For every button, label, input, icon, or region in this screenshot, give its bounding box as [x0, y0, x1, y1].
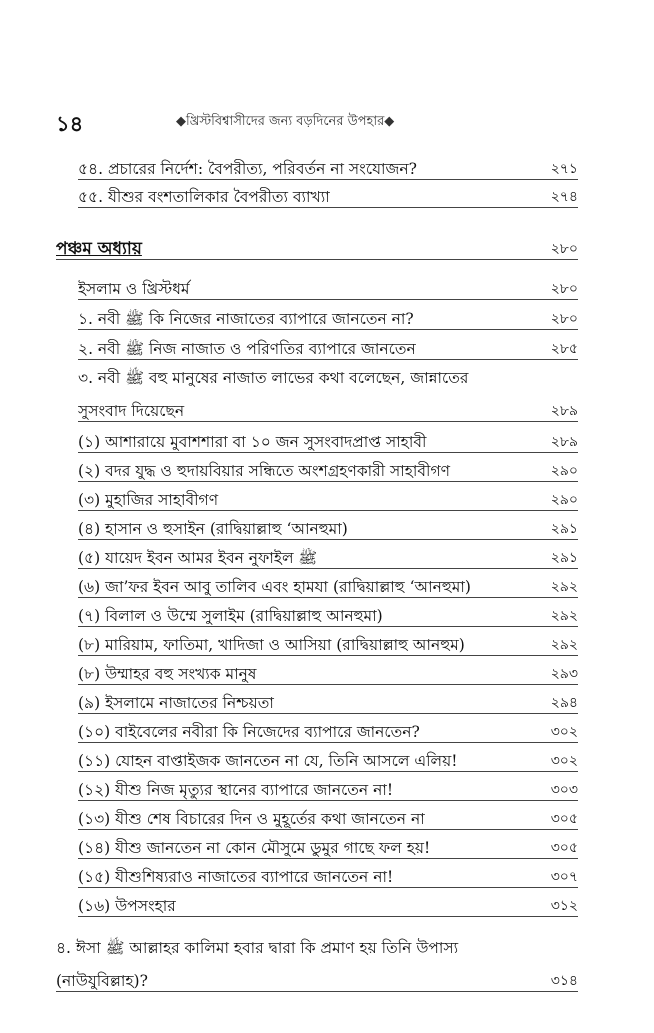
toc-entry[interactable] — [78, 152, 578, 180]
toc-entry[interactable] — [78, 392, 578, 422]
toc-entry-page: ৩১৪ — [550, 973, 578, 989]
toc-entry-page: ২৯৩ — [550, 666, 578, 682]
toc-entry-title: (১৫) যীশুশিষ্যরাও নাজাতের ব্যাপারে জানতেন না! — [78, 868, 394, 886]
toc-entry-page: ২৮৫ — [550, 341, 578, 357]
toc-entry[interactable] — [78, 424, 578, 453]
toc-entry[interactable] — [78, 453, 578, 482]
chapter-title: পঞ্চম অধ্যায় — [56, 239, 142, 259]
toc-entry-page: ২৯৪ — [550, 695, 578, 711]
toc-entry-page: ৩০৭ — [550, 869, 578, 885]
running-title: ◆খ্রিস্টবিশ্বাসীদের জন্য বড়দিনের উপহার◆ — [176, 114, 395, 129]
toc-entry-page: ২৭১ — [550, 161, 578, 177]
toc-entry-title-line1[interactable]: ৪. ঈসা ﷺ আল্লাহর কালিমা হবার দ্বারা কি প্রমাণ হয় তিনি উপাস্য — [56, 939, 459, 957]
toc-entry[interactable] — [78, 772, 578, 801]
toc-entry[interactable] — [78, 569, 578, 598]
toc-entry[interactable] — [78, 743, 578, 772]
toc-entry-title: (১) আশারায়ে মুবাশশারা বা ১০ জন সুসংবাদপ্রাপ্ত সাহাবী — [78, 433, 427, 451]
toc-entry[interactable] — [78, 801, 578, 830]
toc-entry-page: ৩০২ — [550, 724, 578, 740]
toc-entry[interactable] — [78, 272, 578, 300]
page-header — [56, 108, 606, 136]
toc-entry-page: ৩০৩ — [550, 782, 578, 798]
toc-entry-page: ৩০২ — [550, 753, 578, 769]
toc-entry-title: ইসলাম ও খ্রিস্টধর্ম — [78, 280, 190, 298]
toc-entry[interactable] — [56, 962, 578, 992]
toc-entry-title: (৫) যায়েদ ইবন আমর ইবন নুফাইল ﷺ — [78, 549, 318, 567]
toc-entry-title: (৮) উম্মাহর বহু সংখ্যক মানুষ — [78, 665, 257, 683]
toc-entry-page: ২৯২ — [550, 637, 578, 653]
toc-entry[interactable] — [78, 859, 578, 888]
toc-entry[interactable] — [78, 830, 578, 859]
toc-entry-title: (৮) মারিয়াম, ফাতিমা, খাদিজা ও আসিয়া (রাদ্বিয়াল্লাহু আনহুম) — [78, 636, 465, 654]
toc-entry-page: ২৯২ — [550, 608, 578, 624]
toc-entry-page: ৩০৫ — [550, 840, 578, 856]
toc-entry-page: ২৮০ — [550, 311, 578, 327]
toc-entry-title: (২) বদর যুদ্ধ ও হুদায়বিয়ার সন্ধিতে অংশগ্রহণকারী সাহাবীগণ — [78, 462, 451, 480]
toc-entry[interactable] — [78, 656, 578, 685]
toc-entry-title: (১৪) যীশু জানতেন না কোন মৌসুমে ডুমুর গাছে ফল হয়! — [78, 839, 431, 857]
toc-entry-title: (৬) জা’ফর ইবন আবু তালিব এবং হামযা (রাদ্বিয়াল্লাহু ‘আনহুমা) — [78, 578, 471, 596]
toc-entry-title-line2: (নাউযুবিল্লাহ)? — [56, 972, 148, 990]
toc-entry[interactable] — [78, 598, 578, 627]
toc-entry-page: ৩০৫ — [550, 811, 578, 827]
toc-entry[interactable] — [78, 540, 578, 569]
toc-entry[interactable] — [78, 511, 578, 540]
toc-entry[interactable] — [78, 627, 578, 656]
toc-entry-title: ১. নবী ﷺ কি নিজের নাজাতের ব্যাপারে জানতেন না? — [78, 310, 414, 328]
toc-entry-title: (১১) যোহন বাপ্তাইজক জানতেন না যে, তিনি আসলে এলিয়! — [78, 752, 458, 770]
toc-entry-title: ২. নবী ﷺ নিজ নাজাত ও পরিণতির ব্যাপারে জানতেন — [78, 340, 416, 358]
toc-entry-page: ২৯২ — [550, 579, 578, 595]
toc-entry-page: ২৯১ — [550, 550, 578, 566]
toc-entry-page: ২৯০ — [550, 463, 578, 479]
page-number: ১৪ — [56, 111, 84, 136]
chapter-heading[interactable] — [56, 232, 578, 260]
toc-entry[interactable] — [78, 482, 578, 511]
toc-entry[interactable] — [78, 714, 578, 743]
toc-entry-title-line1[interactable]: ৩. নবী ﷺ বহু মানুষের নাজাত লাভের কথা বলেছেন, জান্নাতের — [78, 369, 469, 387]
toc-entry[interactable] — [78, 685, 578, 714]
toc-entry-title: ৫৪. প্রচারের নির্দেশ: বৈপরীত্য, পরিবর্তন না সংযোজন? — [78, 160, 417, 178]
toc-entry[interactable] — [78, 302, 578, 330]
toc-entry-title: (১৩) যীশু শেষ বিচারের দিন ও মুহূর্তের কথা জানতেন না — [78, 810, 425, 828]
toc-entry-title: ৫৫. যীশুর বংশতালিকার বৈপরীত্য ব্যাখ্যা — [78, 188, 330, 206]
toc-entry-title: (৪) হাসান ও হুসাইন (রাদ্বিয়াল্লাহু ‘আনহুমা) — [78, 520, 348, 538]
toc-entry-title: (৩) মুহাজির সাহাবীগণ — [78, 491, 219, 509]
toc-entry-title: (১২) যীশু নিজ মৃত্যুর স্থানের ব্যাপারে জানতেন না! — [78, 781, 394, 799]
toc-entry[interactable] — [78, 180, 578, 208]
toc-entry-page: ২৮৯ — [550, 403, 578, 419]
toc-entry-page: ২৮৯ — [550, 434, 578, 450]
toc-entry[interactable] — [78, 888, 578, 917]
toc-entry-title: (১৬) উপসংহার — [78, 897, 176, 915]
toc-entry-page: ২৯১ — [550, 521, 578, 537]
toc-entry[interactable] — [78, 332, 578, 360]
toc-entry-title: (৯) ইসলামে নাজাতের নিশ্চয়তা — [78, 694, 274, 712]
toc-entry-page: ২৭৪ — [550, 189, 578, 205]
toc-entry-title-line2: সুসংবাদ দিয়েছেন — [78, 402, 185, 420]
toc-entry-page: ৩১২ — [550, 898, 578, 914]
toc-entry-page: ২৯০ — [550, 492, 578, 508]
toc-entry-page: ২৮০ — [550, 281, 578, 297]
toc-entry-title: (১০) বাইবেলের নবীরা কি নিজেদের ব্যাপারে জানতেন? — [78, 723, 420, 741]
toc-entry-title: (৭) বিলাল ও উম্মে সুলাইম (রাদ্বিয়াল্লাহু আনহুমা) — [78, 607, 383, 625]
toc-entry-page: ২৮০ — [550, 241, 578, 257]
